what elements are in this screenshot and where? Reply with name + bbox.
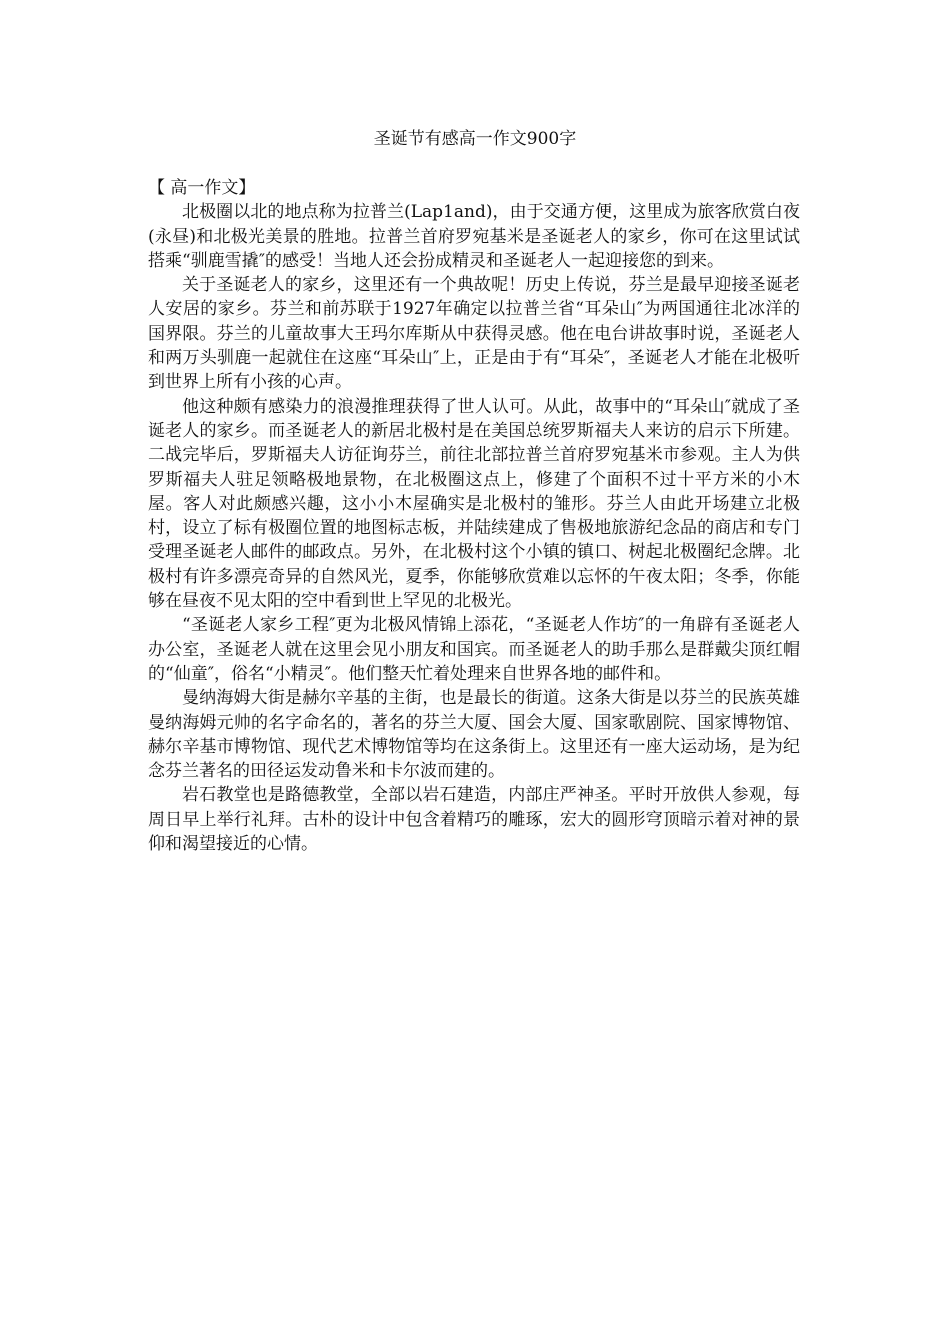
paragraph-rock-church: 岩石教堂也是路德教堂，全部以岩石建造，内部庄严神圣。平时开放供人参观，每周日早上举行礼拜。古朴的设计中包含着精巧的雕琢，宏大的圆形穹顶暗示着对神的景仰和渴望接近的心情。 (148, 785, 800, 855)
paragraph-north-pole-village: 他这种颇有感染力的浪漫推理获得了世人认可。从此，故事中的“耳朵山″就成了圣诞老人的家乡。而圣诞老人的新居北极村是在美国总统罗斯福夫人来访的启示下所建。二战完毕后，罗斯福夫人访征询芬兰，前往北部拉普兰首府罗宛基米市参观。主人为供罗斯福夫人驻足领略极地景物，在北极圈这点上，修建了个面积不过十平方米的小木屋。客人对此颇感兴趣，这小小木屋确实是北极村的雏形。芬兰人由此开场建立北极村，设立了标有极圈位置的地图标志板，并陆续建成了售极地旅游纪念品的商店和专门受理圣诞老人邮件的邮政点。另外，在北极村这个小镇的镇口、树起北极圈纪念牌。北极村有许多漂亮奇异的自然风光，夏季，你能够欣赏难以忘怀的午夜太阳；冬季，你能够在昼夜不见太阳的空中看到世上罕见的北极光。 (148, 396, 800, 612)
section-label: 【 高一作文】 (148, 178, 256, 198)
paragraph-lapland: 北极圈以北的地点称为拉普兰(Lap1and)，由于交通方便，这里成为旅客欣赏白夜(永昼)和北极光美景的胜地。拉普兰首府罗宛基米是圣诞老人的家乡，你可在这里试试搭乘“驯鹿雪撬″的感受！当地人还会扮成精灵和圣诞老人一起迎接您的到来。 (148, 202, 800, 271)
paragraph-mannerheim-street: 曼纳海姆大街是赫尔辛基的主街，也是最长的街道。这条大街是以芬兰的民族英雄曼纳海姆元帅的名字命名的，著名的芬兰大厦、国会大厦、国家歌剧院、国家博物馆、赫尔辛基市博物馆、现代艺术博物馆等均在这条街上。这里还有一座大运动场，是为纪念芬兰著名的田径运发动鲁米和卡尔波而建的。 (148, 688, 800, 782)
paragraph-santa-workshop: “圣诞老人家乡工程″更为北极风情锦上添花，“圣诞老人作坊″的一角辟有圣诞老人办公室，圣诞老人就在这里会见小朋友和国宾。而圣诞老人的助手那么是群戴尖顶红帽的“仙童″，俗名“小精灵″。他们整天忙着处理来自世界各地的邮件和。 (148, 615, 800, 684)
page-title: 圣诞节有感高一作文900字 (373, 129, 577, 149)
paragraph-legend: 关于圣诞老人的家乡，这里还有一个典故呢！历史上传说，芬兰是最早迎接圣诞老人安居的家乡。芬兰和前苏联于1927年确定以拉普兰省“耳朵山″为两国通往北冰洋的国界限。芬兰的儿童故事大王玛尔库斯从中获得灵感。他在电台讲故事时说，圣诞老人和两万头驯鹿一起就住在这座“耳朵山″上，正是由于有“耳朵″，圣诞老人才能在北极听到世界上所有小孩的心声。 (148, 275, 800, 393)
article-body (148, 176, 800, 856)
